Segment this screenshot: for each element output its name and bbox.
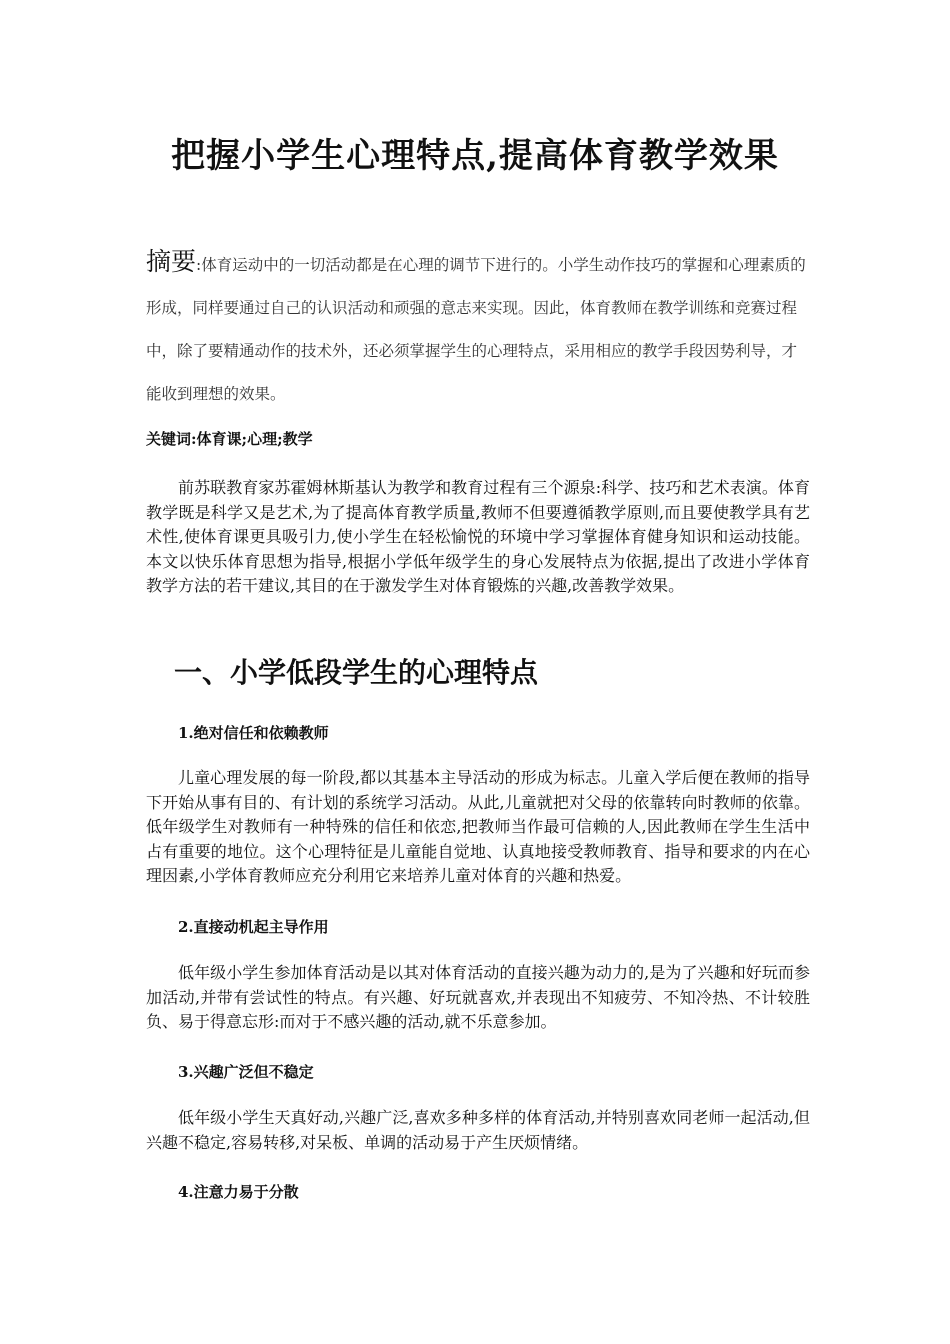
subsection-body-1: 儿童心理发展的每一阶段,都以其基本主导活动的形成为标志。儿童入学后便在教师的指导下开始从事有目的、有计划的系统学习活动。从此,儿童就把对父母的依靠转向时教师的依靠。低年级学生对教师有一种特殊的信任和依恋,把教师当作最可信赖的人,因此教师在学生生活中占有重要的地位。这个心理特征是儿童能自觉地、认真地接受教师教育、指导和要求的内在心理因素,小学体育教师应充分利用它来培养儿童对体育的兴趣和热爱。 — [146, 768, 810, 885]
section-heading: 一、小学低段学生的心理特点 — [174, 656, 539, 689]
subsection-body-2: 低年级小学生参加体育活动是以其对体育活动的直接兴趣为动力的,是为了兴趣和好玩而参加活动,并带有尝试性的特点。有兴趣、好玩就喜欢,并表现出不知疲劳、不知冷热、不计较胜负、易于得意忘形:而对于不感兴趣的活动,就不乐意参加。 — [146, 963, 810, 1031]
intro-paragraph: 前苏联教育家苏霍姆林斯基认为教学和教育过程有三个源泉:科学、技巧和艺术表演。体育教学既是科学又是艺术,为了提高体育教学质量,教师不但要遵循教学原则,而且要使教学具有艺术性,使体育课更具吸引力,使小学生在轻松愉悦的环境中学习掌握体育健身知识和运动技能。本文以快乐体育思想为指导,根据小学低年级学生的身心发展特点为依据,提出了改进小学体育教学方法的若干建议,其目的在于激发学生对体育锻炼的兴趣,改善教学效果。 — [146, 478, 810, 595]
subsection-heading-2: 2.直接动机起主导作用 — [178, 918, 329, 936]
abstract-text: 体育运动中的一切活动都是在心理的调节下进行的。小学生动作技巧的掌握和心理素质的形成，同样要通过自己的认识活动和顽强的意志来实现。因此，体育教师在教学训练和竞赛过程中，除了要精通动作的技术外，还必须掌握学生的心理特点，采用相应的教学手段因势利导，才能收到理想的效果。 — [146, 256, 806, 403]
document-title: 把握小学生心理特点,提高体育教学效果 — [171, 136, 779, 176]
abstract — [146, 240, 810, 416]
subsection-heading-4: 4.注意力易于分散 — [178, 1183, 299, 1201]
subsection-heading-3: 3.兴趣广泛但不稳定 — [178, 1063, 314, 1081]
subsection-heading-1: 1.绝对信任和依赖教师 — [178, 724, 329, 742]
abstract-colon: : — [196, 256, 202, 274]
abstract-label: 摘要 — [146, 247, 197, 276]
subsection-body-3: 低年级小学生天真好动,兴趣广泛,喜欢多种多样的体育活动,并特别喜欢同老师一起活动,但兴趣不稳定,容易转移,对呆板、单调的活动易于产生厌烦情绪。 — [146, 1108, 810, 1152]
keywords: 关键词:体育课;心理;教学 — [146, 430, 313, 448]
